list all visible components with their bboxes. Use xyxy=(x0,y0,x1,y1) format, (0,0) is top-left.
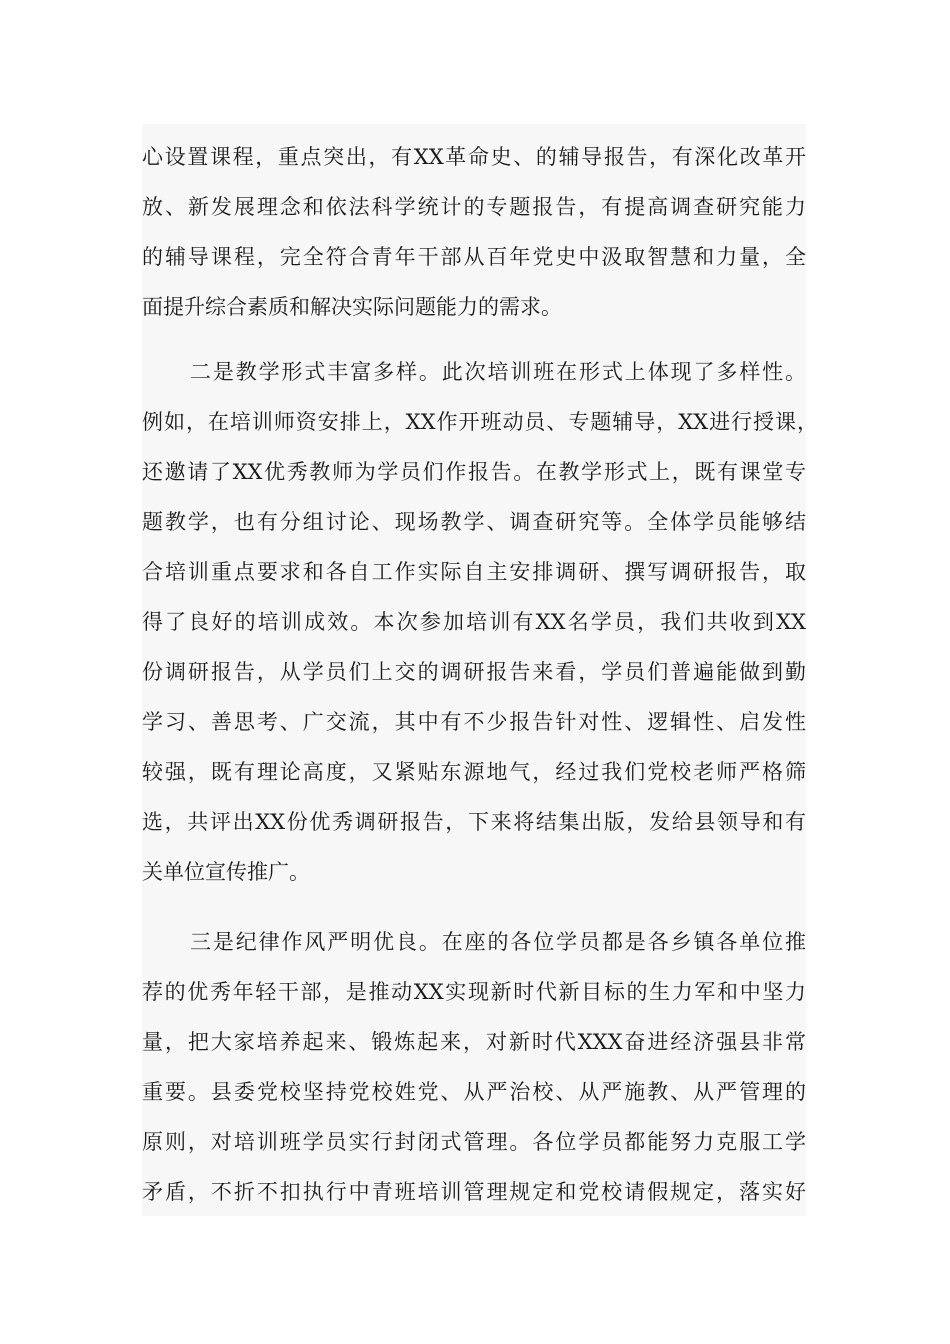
paragraph-2-line-1: 二是教学形式丰富多样。此次培训班在形式上体现了多样性。 xyxy=(190,360,806,384)
paragraph-1-line-3: 的辅导课程，完全符合青年干部从百年党史中汲取智慧和力量，全 xyxy=(142,245,806,269)
paragraph-3-line-2: 荐的优秀年轻干部，是推动XX实现新时代新目标的生力军和中坚力 xyxy=(142,980,806,1004)
paragraph-2-line-8: 学习、善思考、广交流，其中有不少报告针对性、逻辑性、启发性 xyxy=(142,710,806,734)
paragraph-1-line-1: 心设置课程，重点突出，有XX革命史、的辅导报告，有深化改革开 xyxy=(142,145,806,169)
paragraph-3-line-4: 重要。县委党校坚持党校姓党、从严治校、从严施教、从严管理的 xyxy=(142,1080,806,1104)
paragraph-2-line-10: 选，共评出XX份优秀调研报告，下来将结集出版，发给县领导和有 xyxy=(142,810,806,834)
paragraph-3-line-5: 原则，对培训班学员实行封闭式管理。各位学员都能努力克服工学 xyxy=(142,1130,806,1154)
paragraph-2-line-6: 得了良好的培训成效。本次参加培训有XX名学员，我们共收到XX xyxy=(142,610,806,634)
paragraph-2-line-11: 关单位宣传推广。 xyxy=(142,860,310,884)
paragraph-2-line-9: 较强，既有理论高度，又紧贴东源地气，经过我们党校老师严格筛 xyxy=(142,760,806,784)
paragraph-2-line-5: 合培训重点要求和各自工作实际自主安排调研、撰写调研报告，取 xyxy=(142,560,806,584)
paragraph-1-line-4: 面提升综合素质和解决实际问题能力的需求。 xyxy=(142,295,562,319)
document-body xyxy=(142,124,818,1216)
paragraph-2-line-4: 题教学，也有分组讨论、现场教学、调查研究等。全体学员能够结 xyxy=(142,510,806,534)
paragraph-3-line-6: 矛盾，不折不扣执行中青班培训管理规定和党校请假规定，落实好 xyxy=(142,1180,806,1204)
paragraph-3-line-1: 三是纪律作风严明优良。在座的各位学员都是各乡镇各单位推 xyxy=(190,930,806,954)
paragraph-3-line-3: 量，把大家培养起来、锻炼起来，对新时代XXX奋进经济强县非常 xyxy=(142,1030,806,1054)
paragraph-2-line-7: 份调研报告，从学员们上交的调研报告来看，学员们普遍能做到勤 xyxy=(142,660,806,684)
paragraph-1-line-2: 放、新发展理念和依法科学统计的专题报告，有提高调查研究能力 xyxy=(142,195,806,219)
paragraph-2-line-2: 例如，在培训师资安排上，XX作开班动员、专题辅导，XX进行授课， xyxy=(142,410,818,434)
paragraph-2-line-3: 还邀请了XX优秀教师为学员们作报告。在教学形式上，既有课堂专 xyxy=(142,460,806,484)
